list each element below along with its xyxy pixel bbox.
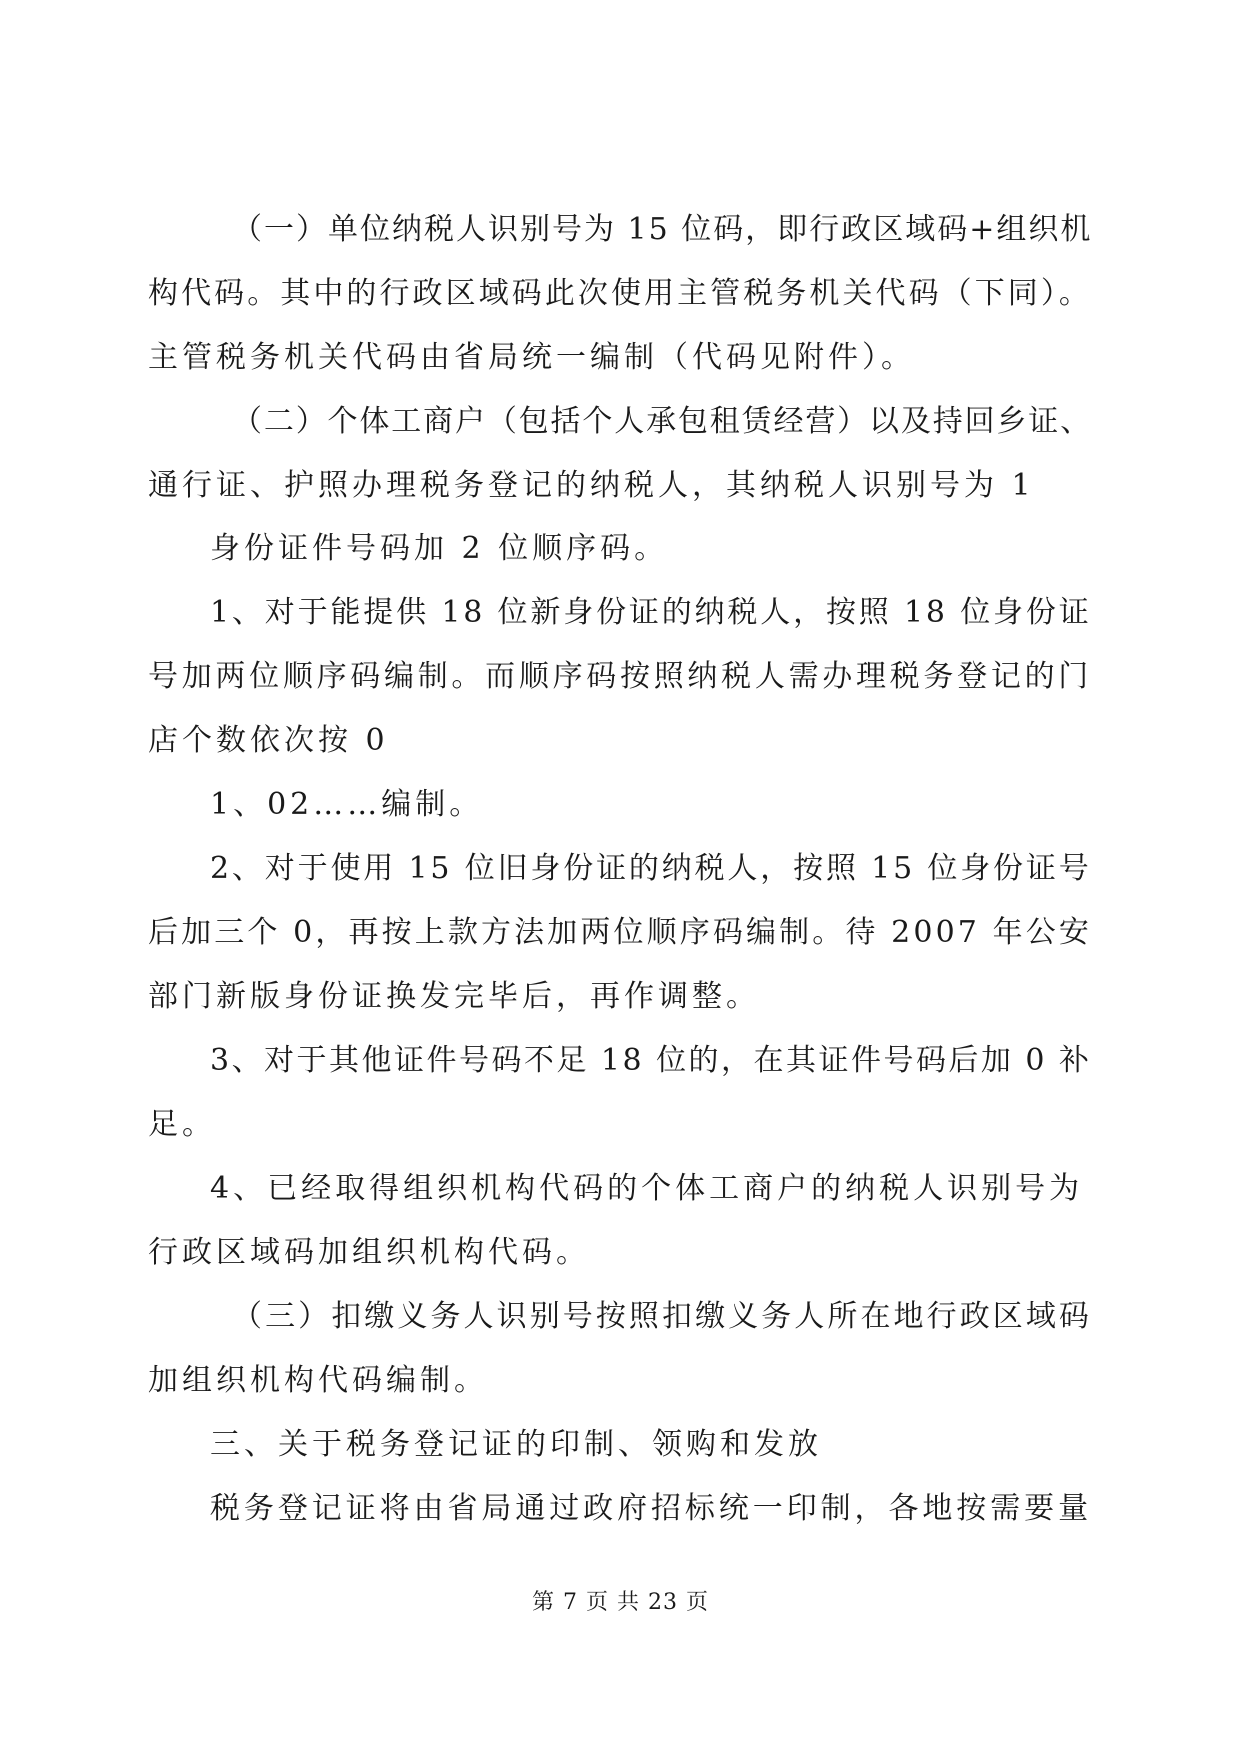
text-line: 构代码。其中的行政区域码此次使用主管税务机关代码（下同）。 bbox=[148, 276, 1092, 311]
text-line: 主管税务机关代码由省局统一编制（代码见附件）。 bbox=[148, 340, 915, 375]
text-line: 身份证件号码加 2 位顺序码。 bbox=[210, 531, 669, 566]
text-line: 足。 bbox=[148, 1107, 216, 1142]
text-line: （一）单位纳税人识别号为 15 位码，即行政区域码+组织机 bbox=[232, 212, 1093, 247]
text-line: 1、02……编制。 bbox=[210, 787, 484, 822]
text-line: 4、已经取得组织机构代码的个体工商户的纳税人识别号为 bbox=[210, 1171, 1084, 1206]
text-line: 税务登记证将由省局通过政府招标统一印制，各地按需要量 bbox=[210, 1491, 1092, 1526]
text-line: 加组织机构代码编制。 bbox=[148, 1363, 488, 1398]
text-line: 号加两位顺序码编制。而顺序码按照纳税人需办理税务登记的门 bbox=[148, 659, 1092, 694]
text-line: 部门新版身份证换发完毕后，再作调整。 bbox=[148, 979, 760, 1014]
text-line: 三、关于税务登记证的印制、领购和发放 bbox=[210, 1427, 822, 1462]
text-line: 后加三个 0，再按上款方法加两位顺序码编制。待 2007 年公安 bbox=[148, 915, 1093, 950]
text-line: 通行证、护照办理税务登记的纳税人，其纳税人识别号为 1 bbox=[148, 468, 1035, 503]
text-line: （三）扣缴义务人识别号按照扣缴义务人所在地行政区域码 bbox=[232, 1299, 1092, 1334]
text-line: 2、对于使用 15 位旧身份证的纳税人，按照 15 位身份证号 bbox=[210, 851, 1092, 886]
text-line: 1、对于能提供 18 位新身份证的纳税人，按照 18 位身份证 bbox=[210, 595, 1092, 630]
page-number-footer: 第 7 页 共 23 页 bbox=[532, 1590, 709, 1615]
text-line: （二）个体工商户（包括个人承包租赁经营）以及持回乡证、 bbox=[232, 404, 1092, 439]
text-line: 3、对于其他证件号码不足 18 位的，在其证件号码后加 0 补 bbox=[210, 1043, 1092, 1078]
text-line: 店个数依次按 0 bbox=[148, 723, 389, 758]
text-line: 行政区域码加组织机构代码。 bbox=[148, 1235, 590, 1270]
